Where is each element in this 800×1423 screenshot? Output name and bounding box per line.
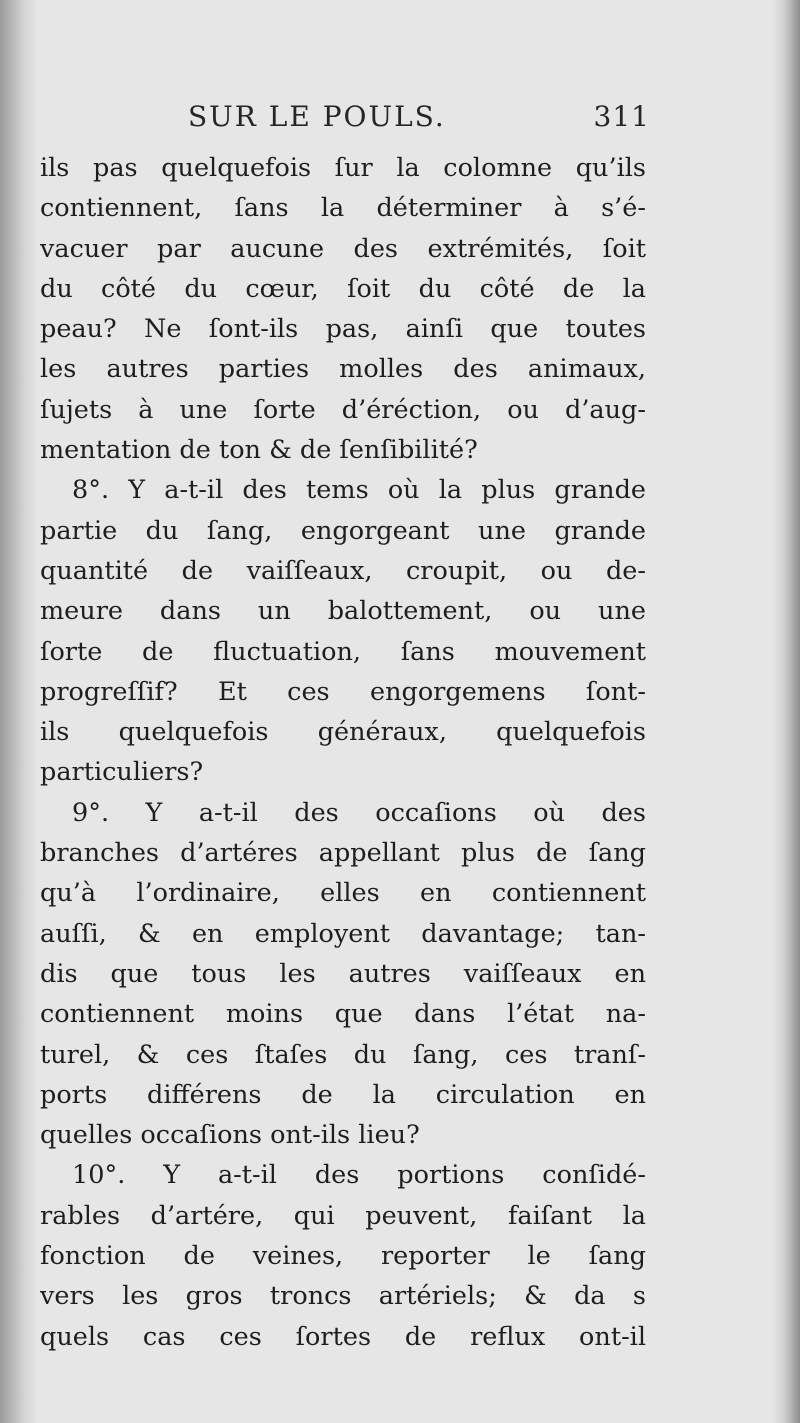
- text-line: particuliers?: [40, 757, 204, 788]
- text-line: vacuer par aucune des extrémités, ſoit: [40, 233, 646, 264]
- text-line: ports différens de la circulation en: [40, 1079, 646, 1110]
- text-line: fonction de veines, reporter le ſang: [40, 1241, 646, 1272]
- text-line: vers les gros troncs artériels; & da s: [40, 1281, 646, 1312]
- text-line: contiennent, ſans la déterminer à s’é-: [40, 193, 646, 224]
- text-line: peau? Ne ſont-ils pas, ainſi que toutes: [40, 314, 646, 345]
- page-number: 311: [593, 100, 650, 133]
- text-line: dis que tous les autres vaiſſeaux en: [40, 958, 646, 989]
- text-line: quantité de vaiſſeaux, croupit, ou de-: [40, 555, 646, 586]
- text-line: les autres parties molles des animaux,: [40, 354, 646, 385]
- text-line: ſorte de fluctuation, ſans mouvement: [40, 636, 646, 667]
- paragraph-start-line: 9°. Y a-t-il des occaſions où des: [72, 797, 646, 828]
- text-line: du côté du cœur, ſoit du côté de la: [40, 273, 646, 304]
- text-line: turel, & ces ſtaſes du ſang, ces tranſ-: [40, 1039, 646, 1070]
- text-line: ils pas quelquefois ſur la colomne qu’ils: [40, 153, 646, 183]
- text-line: mentation de ton & de ſenſibilité?: [40, 435, 478, 466]
- text-line: rables d’artére, qui peuvent, faiſant la: [40, 1200, 646, 1231]
- text-line: quels cas ces ſortes de reflux ont-il: [40, 1321, 646, 1352]
- body-text: [40, 148, 646, 1357]
- text-line: ſujets à une ſorte d’éréction, ou d’aug-: [40, 394, 646, 425]
- running-title: SUR LE POULS.: [188, 100, 446, 133]
- paragraph-start-line: 8°. Y a-t-il des tems où la plus grande: [72, 475, 646, 506]
- text-line: quelles occaſions ont-ils lieu?: [40, 1120, 420, 1151]
- paragraph-start-line: 10°. Y a-t-il des portions conſidé-: [72, 1160, 646, 1191]
- text-line: contiennent moins que dans l’état na-: [40, 999, 646, 1030]
- text-line: branches d’artéres appellant plus de ſang: [40, 838, 646, 869]
- text-line: auſſi, & en employent davantage; tan-: [40, 918, 646, 949]
- page-left-edge-shadow: [0, 0, 36, 1423]
- page-header: [40, 100, 650, 144]
- text-line: ils quelquefois généraux, quelquefois: [40, 717, 646, 748]
- text-line: qu’à l’ordinaire, elles en contiennent: [40, 878, 646, 909]
- text-line: partie du ſang, engorgeant une grande: [40, 515, 646, 546]
- page-right-edge-shadow: [774, 0, 800, 1423]
- text-line: progreſſif? Et ces engorgemens ſont-: [40, 676, 646, 707]
- text-line: meure dans un balottement, ou une: [40, 596, 646, 627]
